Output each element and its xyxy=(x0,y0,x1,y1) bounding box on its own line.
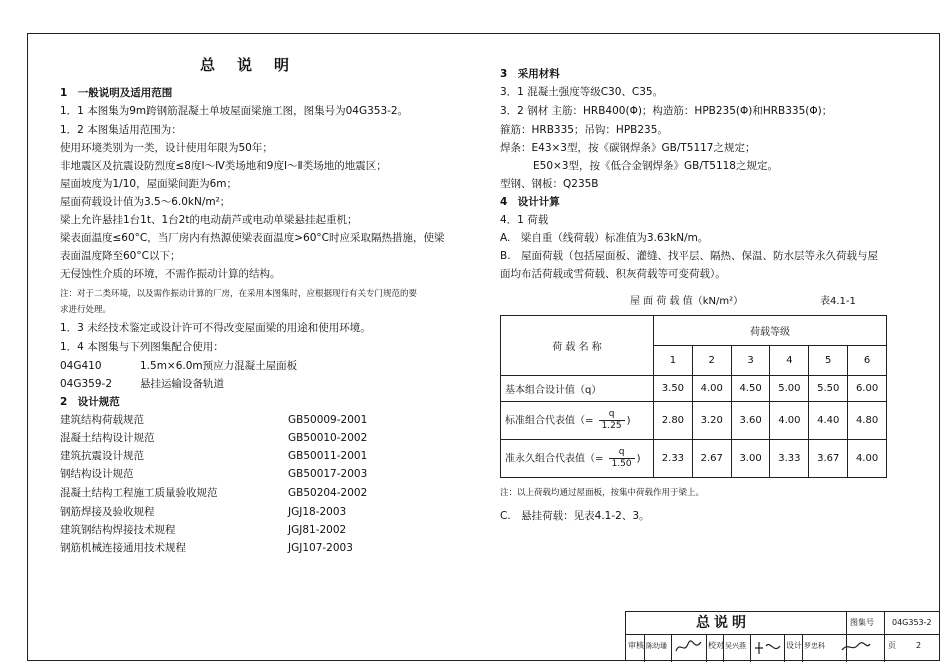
page-label: 页 xyxy=(888,641,896,650)
grade-cell: 1 xyxy=(654,346,693,376)
text-line: 屋面荷载设计值为3.5～6.0kN/m²； xyxy=(60,196,231,208)
code-number: GB50009-2001 xyxy=(288,414,368,426)
fraction-numerator: q xyxy=(608,409,615,419)
code-name: 建筑结构荷载规范 xyxy=(60,414,144,426)
table-header-grade: 荷载等级 xyxy=(654,316,887,346)
title-block xyxy=(625,611,940,661)
text-line: 1．4 本图集与下列图集配合使用： xyxy=(60,341,224,353)
fraction xyxy=(599,409,625,432)
text-line: A. 梁自重（线荷载）标准值为3.63kN/m。 xyxy=(500,232,709,244)
code-number: GB50017-2003 xyxy=(288,468,368,480)
code-number: JGJ107-2003 xyxy=(288,542,353,554)
table-row xyxy=(501,376,887,402)
review-label: 审核 xyxy=(628,641,644,650)
divider xyxy=(784,634,785,662)
text-line: 无侵蚀性介质的环境，不需作振动计算的结构。 xyxy=(60,268,281,280)
text-line: 使用环境类别为一类，设计使用年限为50年； xyxy=(60,142,273,154)
atlas-no-label: 图集号 xyxy=(850,618,874,627)
value-cell: 4.00 xyxy=(692,376,731,402)
designer-name: 罗忠科 xyxy=(804,642,825,650)
text-line: 1．1 本图集为9m跨钢筋混凝土单坡屋面梁施工图，图集号为04G353-2。 xyxy=(60,105,409,117)
row-label-cell xyxy=(501,440,654,478)
text-line: 1．3 未经技术鉴定或设计许可不得改变屋面梁的用途和使用环境。 xyxy=(60,322,371,334)
designer-signature xyxy=(840,636,872,658)
table-note: 注：以上荷载均通过屋面板，按集中荷载作用于梁上。 xyxy=(500,488,705,498)
divider xyxy=(750,634,751,662)
code-name: 钢筋焊接及验收规程 xyxy=(60,506,155,518)
text-line: 非地震区及抗震设防烈度≤8度Ⅰ～Ⅳ类场地和9度Ⅰ～Ⅱ类场地的地震区； xyxy=(60,160,387,172)
divider xyxy=(671,634,672,662)
section-3-heading: 3 采用材料 xyxy=(500,68,560,80)
check-label: 校对 xyxy=(708,641,724,650)
fraction xyxy=(609,447,635,470)
value-cell: 3.00 xyxy=(731,440,770,478)
code-name: 钢筋机械连接通用技术规程 xyxy=(60,542,186,554)
load-table xyxy=(500,315,887,478)
value-cell: 2.80 xyxy=(654,402,693,440)
atlas-code: 04G359-2 xyxy=(60,378,113,390)
value-cell: 3.67 xyxy=(809,440,848,478)
page-number: 2 xyxy=(916,641,922,650)
code-name: 建筑抗震设计规范 xyxy=(60,450,144,462)
value-cell: 3.50 xyxy=(654,376,693,402)
code-number: JGJ81-2002 xyxy=(288,524,347,536)
atlas-no: 04G353-2 xyxy=(892,618,932,627)
divider xyxy=(884,612,885,662)
code-name: 混凝土结构设计规范 xyxy=(60,432,155,444)
checker-name: 吴兴燕 xyxy=(725,642,746,650)
atlas-code: 04G410 xyxy=(60,360,102,372)
value-cell: 5.00 xyxy=(770,376,809,402)
value-cell: 4.00 xyxy=(848,440,887,478)
row-label: 标准组合代表值（= xyxy=(505,415,594,427)
text-line: 表面温度降至60°C以下； xyxy=(60,250,181,262)
note-line: 求进行处理。 xyxy=(60,305,112,315)
atlas-desc: 悬挂运输设备轨道 xyxy=(140,378,224,390)
fraction-denominator: 1.50 xyxy=(609,458,635,470)
code-number: GB50011-2001 xyxy=(288,450,368,462)
table-header-name: 荷 载 名 称 xyxy=(501,316,654,376)
divider xyxy=(644,634,645,662)
value-cell: 6.00 xyxy=(848,376,887,402)
grade-cell: 6 xyxy=(848,346,887,376)
value-cell: 5.50 xyxy=(809,376,848,402)
fraction-numerator: q xyxy=(618,447,625,457)
text-line: 4．1 荷载 xyxy=(500,214,549,226)
paren-close: ) xyxy=(626,415,631,427)
text-line: E50×3型，按《低合金钢焊条》GB/T5118之规定。 xyxy=(533,160,778,172)
value-cell: 3.20 xyxy=(692,402,731,440)
row-label: 准永久组合代表值（= xyxy=(505,453,604,465)
value-cell: 3.33 xyxy=(770,440,809,478)
checker-signature xyxy=(753,636,783,658)
table-caption: 屋 面 荷 载 值（kN/m²） xyxy=(630,296,744,307)
value-cell: 2.33 xyxy=(654,440,693,478)
page-title: 总说明 xyxy=(200,56,312,74)
code-number: GB50204-2002 xyxy=(288,487,368,499)
table-row xyxy=(501,440,887,478)
code-name: 钢结构设计规范 xyxy=(60,468,134,480)
text-line: 梁表面温度≤60°C，当厂房内有热源使梁表面温度>60°C时应采取隔热措施，使梁 xyxy=(60,232,445,244)
design-label: 设计 xyxy=(786,641,802,650)
text-line: 焊条：E43×3型，按《碳钢焊条》GB/T5117之规定； xyxy=(500,142,756,154)
section-2-heading: 2 设计规范 xyxy=(60,396,120,408)
text-line: 箍筋：HRB335；吊钩：HPB235。 xyxy=(500,124,668,136)
reviewer-signature xyxy=(674,636,704,658)
section-1-heading: 1 一般说明及适用范围 xyxy=(60,87,173,99)
paren-close: ) xyxy=(636,453,641,465)
text-line: 面均布活荷载或雪荷载、积灰荷载等可变荷载）。 xyxy=(500,268,726,280)
text-line: B. 屋面荷载（包括屋面板、灌缝、找平层、隔热、保温、防水层等永久荷载与屋 xyxy=(500,250,879,262)
value-cell: 4.00 xyxy=(770,402,809,440)
text-line: 型钢、钢板：Q235B xyxy=(500,178,599,190)
value-cell: 2.67 xyxy=(692,440,731,478)
code-number: GB50010-2002 xyxy=(288,432,368,444)
code-number: JGJ18-2003 xyxy=(288,506,347,518)
code-name: 建筑钢结构焊接技术规程 xyxy=(60,524,176,536)
value-cell: 4.80 xyxy=(848,402,887,440)
value-cell: 4.50 xyxy=(731,376,770,402)
grade-cell: 3 xyxy=(731,346,770,376)
fraction-denominator: 1.25 xyxy=(599,420,625,432)
atlas-desc: 1.5m×6.0m预应力混凝土屋面板 xyxy=(140,360,298,372)
value-cell: 3.60 xyxy=(731,402,770,440)
text-line: 1．2 本图集适用范围为： xyxy=(60,124,182,136)
note-line: 注：对于二类环境，以及需作振动计算的厂房，在采用本图集时，应根据现行有关专门规范的要 xyxy=(60,289,418,299)
text-line: 屋面坡度为1/10，屋面梁间距为6m； xyxy=(60,178,237,190)
value-cell: 4.40 xyxy=(809,402,848,440)
divider xyxy=(706,634,707,662)
title-block-title: 总说明 xyxy=(696,615,750,631)
code-name: 混凝土结构工程施工质量验收规范 xyxy=(60,487,218,499)
row-label-cell xyxy=(501,402,654,440)
divider xyxy=(802,634,803,662)
grade-cell: 4 xyxy=(770,346,809,376)
table-row xyxy=(501,402,887,440)
section-4-heading: 4 设计计算 xyxy=(500,196,560,208)
row-label: 基本组合设计值（q） xyxy=(501,376,654,402)
text-line: 3．2 钢材 主筋：HRB400(Φ)；构造筋：HPB235(Φ)和HRB335(Φ)； xyxy=(500,105,833,117)
table-number: 表4.1-1 xyxy=(820,296,856,307)
text-line: 梁上允许悬挂1台1t、1台2t的电动葫芦或电动单梁悬挂起重机； xyxy=(60,214,358,226)
text-line: C. 悬挂荷载：见表4.1-2、3。 xyxy=(500,510,650,522)
text-line: 3．1 混凝土强度等级C30、C35。 xyxy=(500,86,664,98)
grade-cell: 5 xyxy=(809,346,848,376)
grade-cell: 2 xyxy=(692,346,731,376)
reviewer-name: 陈幼璠 xyxy=(646,642,667,650)
